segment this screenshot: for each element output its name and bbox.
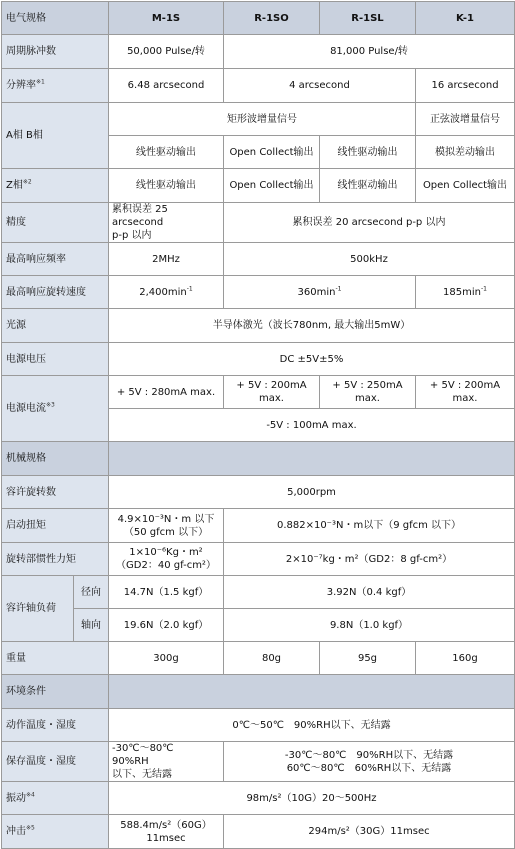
pulse-label: 周期脉冲数 [2, 35, 109, 69]
ab-out-r1so: Open Collect输出 [224, 136, 320, 169]
ab-out-k1: 模拟差动输出 [416, 136, 515, 169]
resolution-m1s: 6.48 arcsecond [109, 69, 224, 103]
current-m1s: + 5V : 280mA max. [109, 376, 224, 409]
header-row [2, 2, 515, 35]
weight-k1: 160g [416, 642, 515, 675]
max-speed-m1s: $2,400\min^{-1}$ [109, 276, 224, 309]
spec-table [1, 1, 515, 849]
current-r1so: + 5V : 200mA max. [224, 376, 320, 409]
footnote-mark: ※1 [36, 78, 45, 86]
vibration-row [2, 782, 515, 815]
rot-speed-label: 容许旋转数 [2, 476, 109, 509]
resolution-row [2, 69, 515, 103]
storage-others: -30℃～80℃ 90%RH以下、无结露 60℃～80℃ 60%RH以下、无结露 [224, 742, 515, 782]
current-row [2, 376, 515, 409]
current-k1: + 5V : 200mA max. [416, 376, 515, 409]
voltage-label: 电源电压 [2, 343, 109, 376]
model-k1: K-1 [416, 2, 515, 35]
ab-signal-k1: 正弦波增量信号 [416, 103, 515, 136]
model-r1so: R-1SO [224, 2, 320, 35]
ab-label: A相 B相 [2, 103, 109, 169]
weight-r1so: 80g [224, 642, 320, 675]
footnote-mark: ※3 [46, 401, 55, 409]
max-speed-label: 最高响应旋转速度 [2, 276, 109, 309]
rot-speed-row [2, 476, 515, 509]
current-neg: -5V : 100mA max. [109, 409, 515, 442]
max-speed-row [2, 276, 515, 309]
z-row [2, 169, 515, 203]
ab-out-m1s: 线性驱动输出 [109, 136, 224, 169]
vibration-value: 98m/s²（10G）20～500Hz [109, 782, 515, 815]
current-r1sl: + 5V : 250mA max. [320, 376, 416, 409]
vibration-label: 振动$^{※4}$ [2, 782, 109, 815]
current-label: 电源电流$^{※3}$ [2, 376, 109, 442]
max-freq-label: 最高响应频率 [2, 243, 109, 276]
env-section-title: 环境条件 [2, 675, 109, 709]
shock-row [2, 815, 515, 849]
z-m1s: 线性驱动输出 [109, 169, 224, 203]
rot-speed-value: 5,000rpm [109, 476, 515, 509]
weight-r1sl: 95g [320, 642, 416, 675]
z-label: Z相$^{※2}$ [2, 169, 109, 203]
radial-others: 3.92N（0.4 kgf） [224, 576, 515, 609]
op-temp-row [2, 709, 515, 742]
light-row [2, 309, 515, 343]
z-k1: Open Collect输出 [416, 169, 515, 203]
inertia-m1s: 1×10⁻⁶Kg・m² （GD2：40 gf-cm²） [109, 543, 224, 576]
ab-out-r1sl: 线性驱动输出 [320, 136, 416, 169]
torque-row [2, 509, 515, 543]
weight-m1s: 300g [109, 642, 224, 675]
accuracy-label: 精度 [2, 203, 109, 243]
z-r1sl: 线性驱动输出 [320, 169, 416, 203]
accuracy-row [2, 203, 515, 243]
radial-label: 径向 [74, 576, 109, 609]
torque-label: 启动扭矩 [2, 509, 109, 543]
storage-m1s: -30℃～80℃ 90%RH 以下、无结露 [109, 742, 224, 782]
weight-row [2, 642, 515, 675]
weight-label: 重量 [2, 642, 109, 675]
axial-m1s: 19.6N（2.0 kgf） [109, 609, 224, 642]
resolution-k1: 16 arcsecond [416, 69, 515, 103]
inertia-others: 2×10⁻⁷kg・m²（GD2：8 gf-cm²） [224, 543, 515, 576]
voltage-row [2, 343, 515, 376]
resolution-label: 分辨率$^{※1}$ [2, 69, 109, 103]
header-label: 电气规格 [2, 2, 109, 35]
voltage-value: DC ±5V±5% [109, 343, 515, 376]
shock-label: 冲击$^{※5}$ [2, 815, 109, 849]
mech-section-title: 机械规格 [2, 442, 109, 476]
max-freq-m1s: 2MHz [109, 243, 224, 276]
inertia-row [2, 543, 515, 576]
pulse-others: 81,000 Pulse/转 [224, 35, 515, 69]
pulse-row [2, 35, 515, 69]
resolution-r1: 4 arcsecond [224, 69, 416, 103]
shock-m1s: 588.4m/s²（60G） 11msec [109, 815, 224, 849]
max-freq-row [2, 243, 515, 276]
mech-section-row [2, 442, 515, 476]
model-r1sl: R-1SL [320, 2, 416, 35]
env-section-row [2, 675, 515, 709]
axial-others: 9.8N（1.0 kgf） [224, 609, 515, 642]
max-freq-others: 500kHz [224, 243, 515, 276]
radial-m1s: 14.7N（1.5 kgf） [109, 576, 224, 609]
footnote-mark: ※2 [22, 178, 32, 186]
ab-signal-row [2, 103, 515, 136]
z-r1so: Open Collect输出 [224, 169, 320, 203]
footnote-mark: ※5 [26, 824, 35, 832]
accuracy-m1s: 累积误差 25 arcsecond p-p 以内 [109, 203, 224, 243]
footnote-mark: ※4 [26, 791, 35, 799]
load-label: 容许轴负荷 [2, 576, 74, 642]
model-m1s: M-1S [109, 2, 224, 35]
op-temp-value: 0℃～50℃ 90%RH以下、无结露 [109, 709, 515, 742]
radial-load-row [2, 576, 515, 609]
inertia-label: 旋转部惯性力矩 [2, 543, 109, 576]
light-label: 光源 [2, 309, 109, 343]
storage-row [2, 742, 515, 782]
shock-others: 294m/s²（30G）11msec [224, 815, 515, 849]
accuracy-others: 累积误差 20 arcsecond p-p 以内 [224, 203, 515, 243]
torque-m1s: 4.9×10⁻³N・m 以下 （50 gfcm 以下） [109, 509, 224, 543]
light-value: 半导体激光（波长780nm, 最大输出5mW） [109, 309, 515, 343]
axial-label: 轴向 [74, 609, 109, 642]
max-speed-r1: $360\min^{-1}$ [224, 276, 416, 309]
ab-signal-m-r: 矩形波增量信号 [109, 103, 416, 136]
op-temp-label: 动作温度・湿度 [2, 709, 109, 742]
storage-label: 保存温度・湿度 [2, 742, 109, 782]
torque-others: 0.882×10⁻³N・m以下（9 gfcm 以下） [224, 509, 515, 543]
axial-load-row [2, 609, 515, 642]
max-speed-k1: $185\min^{-1}$ [416, 276, 515, 309]
pulse-m1s: 50,000 Pulse/转 [109, 35, 224, 69]
